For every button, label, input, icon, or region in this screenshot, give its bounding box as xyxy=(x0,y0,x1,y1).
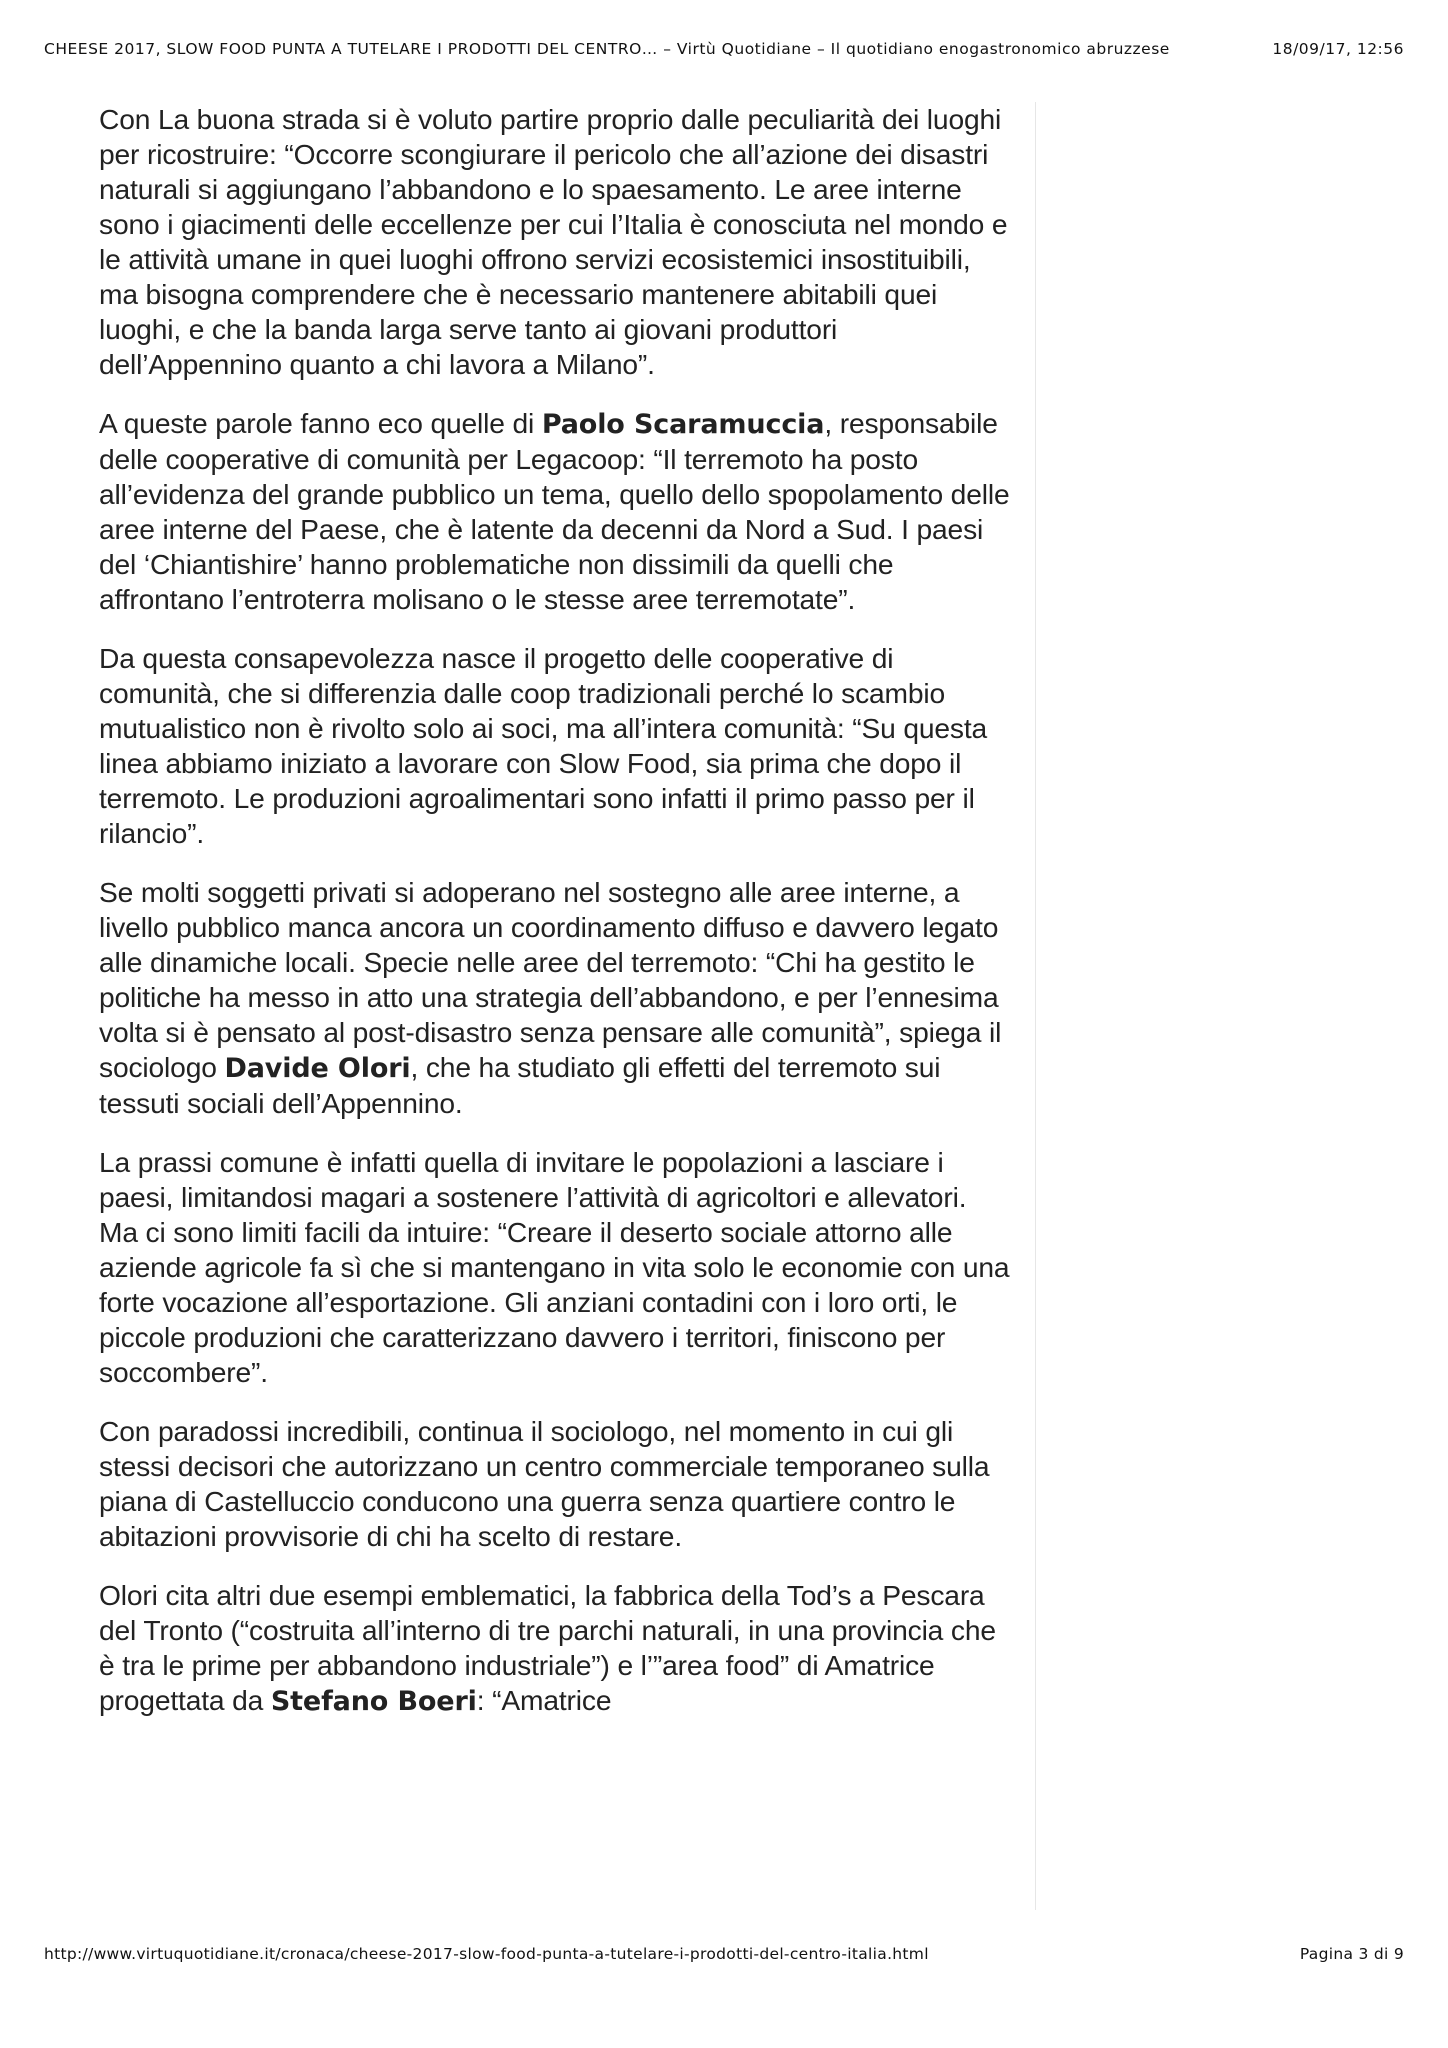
page-url: http://www.virtuquotidiane.it/cronaca/cheese-2017-slow-food-punta-a-tutelare-i-prodotti-del-centro-italia.html xyxy=(44,1945,929,1963)
page-title: CHEESE 2017, SLOW FOOD PUNTA A TUTELARE I PRODOTTI DEL CENTRO… – Virtù Quotidiane – Il quotidiano enogastronomico abruzzese xyxy=(44,40,1170,58)
print-datetime: 18/09/17, 12:56 xyxy=(1272,40,1404,58)
article-paragraph xyxy=(99,1414,1011,1554)
page-number: Pagina 3 di 9 xyxy=(1299,1945,1404,1963)
article-body xyxy=(99,102,1011,1743)
article-paragraph xyxy=(99,1578,1011,1719)
paragraph-text: Se molti soggetti privati si adoperano nel sostegno alle aree interne, a livello pubblico manca ancora un coordinamento diffuso e davvero legato alle dinamiche locali. Specie nelle aree del terremoto: “Chi ha gestito le politiche ha messo in atto una strategia dell’abbandono, e per l’ennesima volta si è pensato al post-disastro senza pensare alle comunità”, spiega il sociologo xyxy=(99,876,1002,1083)
paragraph-text: La prassi comune è infatti quella di invitare le popolazioni a lasciare i paesi, limitandosi magari a sostenere l’attività di agricoltori e allevatori. Ma ci sono limiti facili da intuire: “Creare il deserto sociale attorno alle aziende agricole fa sì che si mantengano in vita solo le economie con una forte vocazione all’esportazione. Gli anziani contadini con i loro orti, le piccole produzioni che caratterizzano davvero i territori, finiscono per soccombere”. xyxy=(99,1146,1010,1388)
article-paragraph xyxy=(99,875,1011,1121)
person-name: Paolo Scaramuccia xyxy=(541,409,825,440)
print-footer xyxy=(44,1945,1404,1969)
paragraph-text: A queste parole fanno eco quelle di xyxy=(99,407,542,439)
paragraph-text: , responsabile delle cooperative di comunità per Legacoop: “Il terremoto ha posto all’evidenza del grande pubblico un tema, quello dello spopolamento delle aree interne del Paese, che è latente da decenni da Nord a Sud. I paesi del ‘Chiantishire’ hanno problematiche non dissimili da quelli che affrontano l’entroterra molisano o le stesse aree terremotate”. xyxy=(99,407,1010,615)
article-paragraph xyxy=(99,1145,1011,1390)
person-name: Davide Olori xyxy=(224,1053,411,1084)
print-header xyxy=(44,40,1404,64)
paragraph-text: Con La buona strada si è voluto partire proprio dalle peculiarità dei luoghi per ricostruire: “Occorre scongiurare il pericolo che all’azione dei disastri naturali si aggiungano l’abbandono e lo spaesamento. Le aree interne sono i giacimenti delle eccellenze per cui l’Italia è conosciuta nel mondo e le attività umane in quei luoghi offrono servizi ecosistemici insostituibili, ma bisogna comprendere che è necessario mantenere abitabili quei luoghi, e che la banda larga serve tanto ai giovani produttori dell’Appennino quanto a chi lavora a Milano”. xyxy=(99,103,1008,380)
article-paragraph xyxy=(99,102,1011,382)
article-paragraph xyxy=(99,641,1011,851)
article-paragraph xyxy=(99,406,1011,617)
paragraph-text: : “Amatrice xyxy=(476,1684,612,1716)
paragraph-text: , che ha studiato gli effetti del terremoto sui tessuti sociali dell’Appennino. xyxy=(99,1051,941,1119)
sidebar-divider xyxy=(1035,102,1036,1910)
paragraph-text: Da questa consapevolezza nasce il progetto delle cooperative di comunità, che si differenzia dalle coop tradizionali perché lo scambio mutualistico non è rivolto solo ai soci, ma all’intera comunità: “Su questa linea abbiamo iniziato a lavorare con Slow Food, sia prima che dopo il terremoto. Le produzioni agroalimentari sono infatti il primo passo per il rilancio”. xyxy=(99,642,988,849)
person-name: Stefano Boeri xyxy=(270,1686,477,1717)
paragraph-text: Olori cita altri due esempi emblematici, la fabbrica della Tod’s a Pescara del Tronto (“costruita all’interno di tre parchi naturali, in una provincia che è tra le prime per abbandono industriale”) e l’”area food” di Amatrice progettata da xyxy=(99,1579,996,1716)
paragraph-text: Con paradossi incredibili, continua il sociologo, nel momento in cui gli stessi decisori che autorizzano un centro commerciale temporaneo sulla piana di Castelluccio conducono una guerra senza quartiere contro le abitazioni provvisorie di chi ha scelto di restare. xyxy=(99,1415,990,1552)
